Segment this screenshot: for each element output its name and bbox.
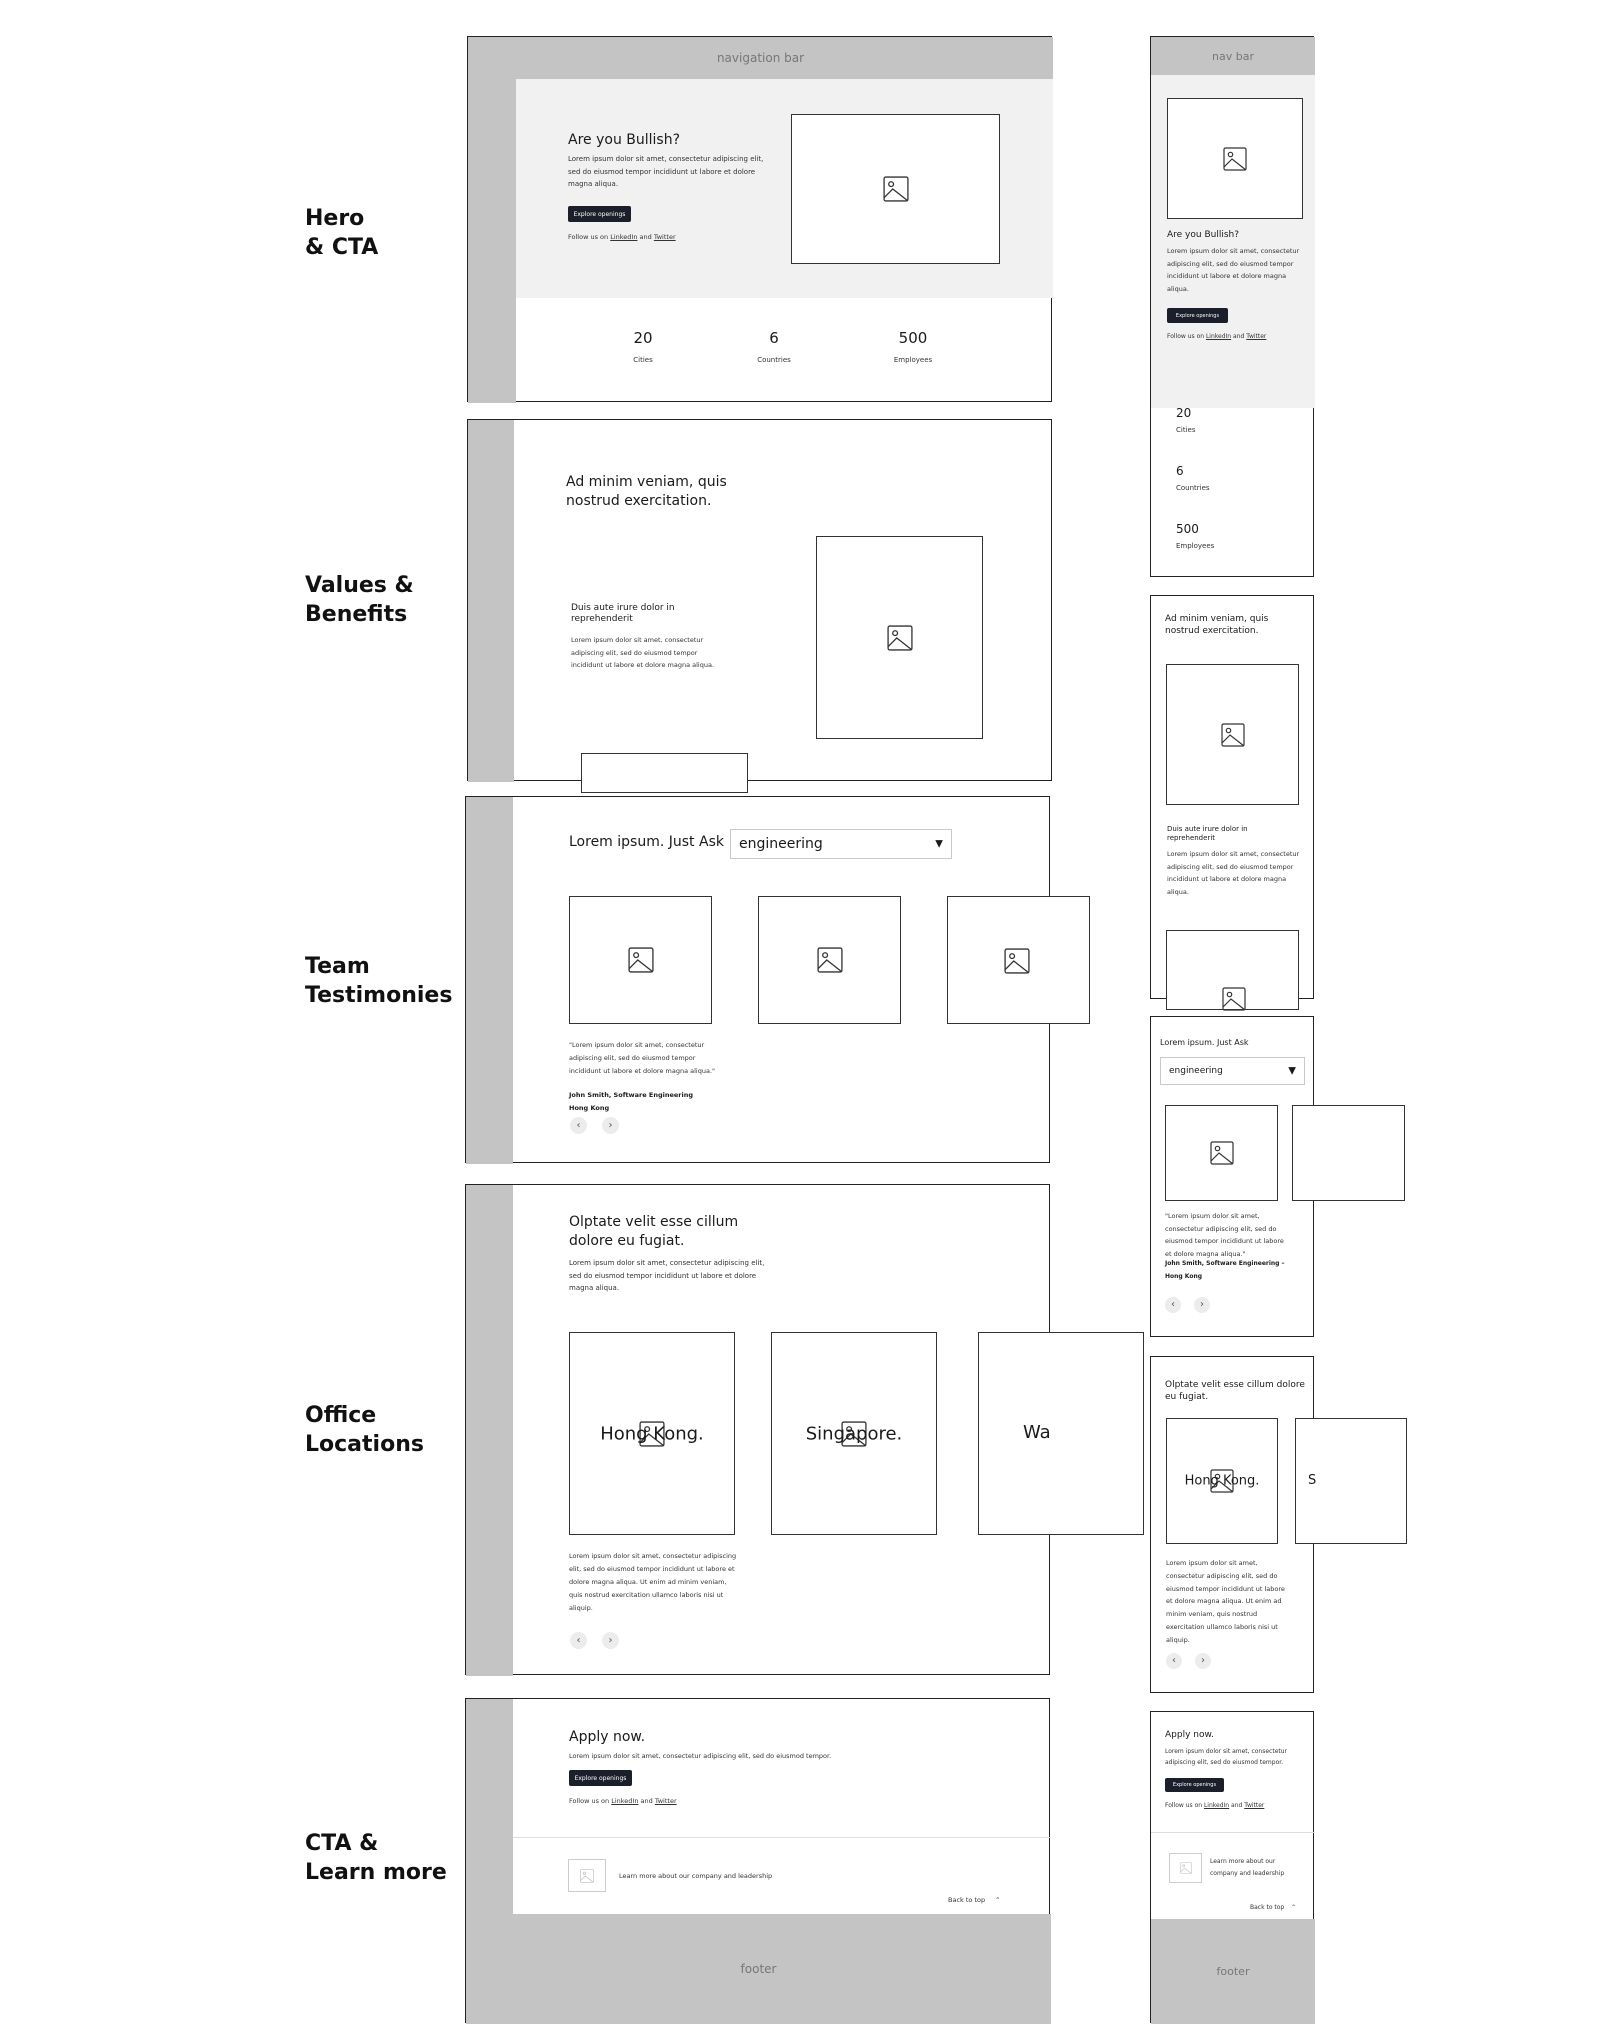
- office-card-partial[interactable]: [978, 1332, 1144, 1535]
- section-label-team: Team Testimonies: [305, 954, 453, 1008]
- values-body: Lorem ipsum dolor sit amet, consectetur adipiscing elit, sed do eiusmod tempor incididunt ut labore et dolore magna aliqua.: [571, 636, 715, 669]
- department-select[interactable]: [730, 829, 952, 859]
- mobile-stat-countries-value: 6: [1176, 464, 1184, 478]
- nav-bar-label: navigation bar: [716, 51, 805, 65]
- mobile-explore-openings-button[interactable]: Explore openings: [1165, 1778, 1224, 1792]
- mobile-values-card-placeholder: [1166, 930, 1299, 1010]
- mobile-next-arrow-button[interactable]: ›: [1195, 1653, 1211, 1669]
- mobile-office-title: Olptate velit esse cillum dolore eu fugiat.: [1165, 1380, 1305, 1402]
- image-icon: [1221, 723, 1245, 747]
- mobile-stat-employees-value: 500: [1176, 522, 1199, 536]
- mobile-cta-title: Apply now.: [1165, 1730, 1214, 1740]
- and-text: and: [1231, 1802, 1243, 1809]
- and-text: and: [1233, 333, 1245, 340]
- desktop-hero-frame: [467, 36, 1052, 402]
- desktop-office-frame: [465, 1184, 1050, 1675]
- stat-cities-label: Cities: [633, 356, 653, 364]
- back-to-top-label: Back to top: [1250, 1904, 1285, 1911]
- mobile-values-image-placeholder: [1166, 664, 1299, 805]
- office-title: Olptate velit esse cillum dolore eu fugiat.: [569, 1214, 739, 1249]
- testimony-quote: "Lorem ipsum dolor sit amet, consectetur adipiscing elit, sed do eiusmod tempor incididunt ut labore et dolore magna aliqua.": [569, 1041, 716, 1075]
- mobile-follow-us-text: [1165, 1800, 1264, 1811]
- next-arrow-button[interactable]: ›: [602, 1117, 619, 1134]
- learn-more-link[interactable]: Learn more about our company and leadership: [619, 1872, 773, 1880]
- desktop-sidebar: [466, 1699, 513, 1914]
- mobile-testimony-quote: "Lorem ipsum dolor sit amet, consectetur adipiscing elit, sed do eiusmod tempor incididunt ut labore et dolore magna aliqua.": [1165, 1212, 1284, 1258]
- mobile-nav-bar[interactable]: [1151, 37, 1315, 75]
- values-title: Ad minim veniam, quis nostrud exercitation.: [566, 474, 727, 509]
- image-icon: [1004, 948, 1030, 974]
- mobile-hero-frame: [1150, 36, 1314, 577]
- department-select-value: engineering: [739, 836, 823, 852]
- mobile-learn-more-link[interactable]: Learn more about our company and leadership: [1210, 1858, 1285, 1877]
- explore-openings-button[interactable]: Explore openings: [569, 1770, 632, 1786]
- desktop-sidebar: [466, 797, 513, 1164]
- mobile-values-body: Lorem ipsum dolor sit amet, consectetur adipiscing elit, sed do eiusmod tempor incididunt ut labore et dolore magna aliqua.: [1167, 850, 1300, 896]
- mobile-follow-us-text: [1167, 331, 1266, 342]
- twitter-link[interactable]: Twitter: [1246, 333, 1267, 340]
- values-card-placeholder: [581, 753, 748, 793]
- mobile-values-frame: [1150, 595, 1314, 999]
- follow-us-text: [569, 1796, 677, 1807]
- hero-image-placeholder: [791, 114, 1000, 264]
- image-icon: [1210, 1141, 1234, 1165]
- office-card-hong-kong[interactable]: [569, 1332, 735, 1535]
- section-label-office: Office Locations: [305, 1403, 424, 1457]
- divider: [513, 1837, 1051, 1838]
- next-arrow-button[interactable]: ›: [602, 1632, 619, 1649]
- mobile-stat-employees-label: Employees: [1176, 542, 1215, 550]
- image-icon: [1223, 147, 1247, 171]
- desktop-team-frame: [465, 796, 1050, 1163]
- mobile-team-title: Lorem ipsum. Just Ask: [1160, 1038, 1249, 1047]
- mobile-testimony-photo-2[interactable]: [1292, 1105, 1405, 1201]
- back-to-top-label: Back to top: [948, 1896, 986, 1904]
- office-body: Lorem ipsum dolor sit amet, consectetur adipiscing elit, sed do eiusmod tempor incididunt ut labore et dolore magna aliqua.: [569, 1259, 765, 1292]
- section-label-cta: CTA & Learn more: [305, 1831, 447, 1885]
- office-city-label: Singapore.: [805, 1423, 903, 1444]
- nav-bar-label: nav bar: [1212, 49, 1254, 63]
- prev-arrow-button[interactable]: ‹: [570, 1117, 587, 1134]
- mobile-learn-more-thumbnail: [1169, 1853, 1202, 1883]
- image-icon: [1222, 987, 1246, 1011]
- testimony-photo-1[interactable]: [569, 896, 712, 1024]
- desktop-sidebar: [466, 1185, 513, 1676]
- testimony-location: Hong Kong: [569, 1104, 610, 1112]
- mobile-prev-arrow-button[interactable]: ‹: [1166, 1653, 1182, 1669]
- team-title: Lorem ipsum. Just Ask: [569, 834, 724, 850]
- follow-prefix: Follow us on: [1167, 333, 1205, 340]
- desktop-navigation-bar[interactable]: [468, 37, 1053, 79]
- prev-arrow-button[interactable]: ‹: [570, 1632, 587, 1649]
- divider: [1151, 1832, 1315, 1833]
- mobile-stat-cities-label: Cities: [1176, 426, 1196, 434]
- mobile-hero-title: Are you Bullish?: [1167, 230, 1240, 240]
- footer-label: footer: [1216, 1965, 1250, 1978]
- testimony-photo-3[interactable]: [947, 896, 1090, 1024]
- mobile-office-detail: Lorem ipsum dolor sit amet, consectetur adipiscing elit, sed do eiusmod tempor incididunt ut labore et dolore magna aliqua. Ut enim ad minim veniam, quis nostrud exercitation ullamco laboris nisi ut aliquip.: [1166, 1559, 1285, 1644]
- mobile-office-card-partial[interactable]: [1295, 1418, 1407, 1544]
- desktop-footer: [466, 1914, 1051, 2024]
- image-icon: [628, 947, 654, 973]
- testimony-photo-2[interactable]: [758, 896, 901, 1024]
- twitter-link[interactable]: Twitter: [654, 1797, 677, 1805]
- mobile-stat-countries-label: Countries: [1176, 484, 1210, 492]
- image-icon: [580, 1869, 594, 1883]
- mobile-testimony-name: John Smith, Software Engineering –: [1165, 1260, 1285, 1267]
- stat-employees-label: Employees: [893, 356, 933, 364]
- mobile-team-frame: [1150, 1016, 1314, 1337]
- cta-title: Apply now.: [569, 1729, 646, 1745]
- desktop-cta-frame: [465, 1698, 1050, 2023]
- linkedin-link[interactable]: LinkedIn: [611, 1797, 639, 1805]
- footer-label: footer: [740, 1962, 777, 1976]
- follow-prefix: Follow us on: [568, 233, 609, 241]
- twitter-link[interactable]: Twitter: [1244, 1802, 1265, 1809]
- hero-title: Are you Bullish?: [568, 132, 681, 148]
- mobile-next-arrow-button[interactable]: ›: [1194, 1297, 1210, 1313]
- mobile-cta-body: Lorem ipsum dolor sit amet, consectetur adipiscing elit, sed do eiusmod tempor.: [1165, 1748, 1288, 1766]
- mobile-department-select[interactable]: [1160, 1057, 1305, 1085]
- office-detail: Lorem ipsum dolor sit amet, consectetur adipiscing elit, sed do eiusmod tempor incididunt ut labore et dolore magna aliqua. Ut enim ad minim veniam, quis nostrud exercitation ullamco laboris nisi ut aliquip.: [569, 1552, 737, 1612]
- mobile-office-card-hong-kong[interactable]: [1166, 1418, 1278, 1544]
- stat-countries-label: Countries: [757, 356, 791, 364]
- stat-countries-value: 6: [769, 329, 779, 347]
- department-select-value: engineering: [1169, 1066, 1223, 1076]
- chevron-up-icon: ⌃: [995, 1896, 1001, 1904]
- desktop-sidebar: [468, 79, 516, 403]
- values-subtitle: Duis aute irure dolor in reprehenderit: [571, 603, 675, 624]
- hero-body: Lorem ipsum dolor sit amet, consectetur adipiscing elit, sed do eiusmod tempor incididunt ut labore et dolore magna aliqua.: [568, 155, 764, 188]
- mobile-prev-arrow-button[interactable]: ‹: [1165, 1297, 1181, 1313]
- mobile-back-to-top-link[interactable]: [1250, 1902, 1296, 1913]
- twitter-link[interactable]: Twitter: [653, 233, 676, 241]
- learn-more-thumbnail: [568, 1859, 606, 1892]
- and-text: and: [639, 233, 652, 241]
- section-label-hero: Hero & CTA: [305, 206, 379, 260]
- mobile-values-subtitle: Duis aute irure dolor in reprehenderit: [1167, 825, 1248, 842]
- and-text: and: [640, 1797, 653, 1805]
- mobile-testimony-location: Hong Kong: [1165, 1273, 1203, 1280]
- office-city-label: S: [1308, 1473, 1317, 1488]
- mobile-testimony-photo-1[interactable]: [1165, 1105, 1278, 1201]
- values-image-placeholder: [816, 536, 983, 739]
- mobile-footer: [1151, 1919, 1315, 2024]
- dropdown-arrow-icon: ▼: [1288, 1065, 1296, 1077]
- mobile-office-frame: [1150, 1356, 1317, 1693]
- section-label-values: Values & Benefits: [305, 573, 414, 627]
- explore-openings-button[interactable]: Explore openings: [568, 206, 631, 222]
- linkedin-link[interactable]: LinkedIn: [610, 233, 638, 241]
- linkedin-link[interactable]: LinkedIn: [1203, 1802, 1230, 1809]
- follow-us-text: [568, 232, 676, 243]
- desktop-values-frame: [467, 419, 1052, 781]
- image-icon: [887, 625, 913, 651]
- cta-body: Lorem ipsum dolor sit amet, consectetur adipiscing elit, sed do eiusmod tempor.: [569, 1752, 832, 1760]
- linkedin-link[interactable]: LinkedIn: [1205, 333, 1232, 340]
- testimony-name: John Smith, Software Engineering: [569, 1091, 694, 1099]
- office-city-label: Wa: [1023, 1422, 1051, 1443]
- chevron-up-icon: ⌃: [1291, 1904, 1297, 1911]
- image-icon: [817, 947, 843, 973]
- stat-cities-value: 20: [633, 329, 653, 347]
- mobile-stat-cities-value: 20: [1176, 406, 1192, 420]
- back-to-top-link[interactable]: [948, 1895, 1001, 1906]
- mobile-cta-frame: [1150, 1711, 1314, 2023]
- dropdown-arrow-icon: ▼: [935, 838, 943, 850]
- follow-prefix: Follow us on: [569, 1797, 610, 1805]
- office-city-label: Hong Kong.: [1184, 1473, 1260, 1489]
- mobile-hero-body: Lorem ipsum dolor sit amet, consectetur adipiscing elit, sed do eiusmod tempor incididunt ut labore et dolore magna aliqua.: [1167, 247, 1300, 293]
- stat-employees-value: 500: [898, 329, 928, 347]
- mobile-explore-openings-button[interactable]: Explore openings: [1167, 308, 1228, 323]
- follow-prefix: Follow us on: [1165, 1802, 1203, 1809]
- office-card-singapore[interactable]: [771, 1332, 937, 1535]
- image-icon: [883, 176, 909, 202]
- mobile-hero-image-placeholder: [1167, 98, 1303, 219]
- desktop-sidebar: [468, 420, 514, 782]
- mobile-values-title: Ad minim veniam, quis nostrud exercitation.: [1165, 614, 1269, 636]
- image-icon: [1180, 1862, 1192, 1874]
- office-city-label: Hong Kong.: [600, 1423, 704, 1444]
